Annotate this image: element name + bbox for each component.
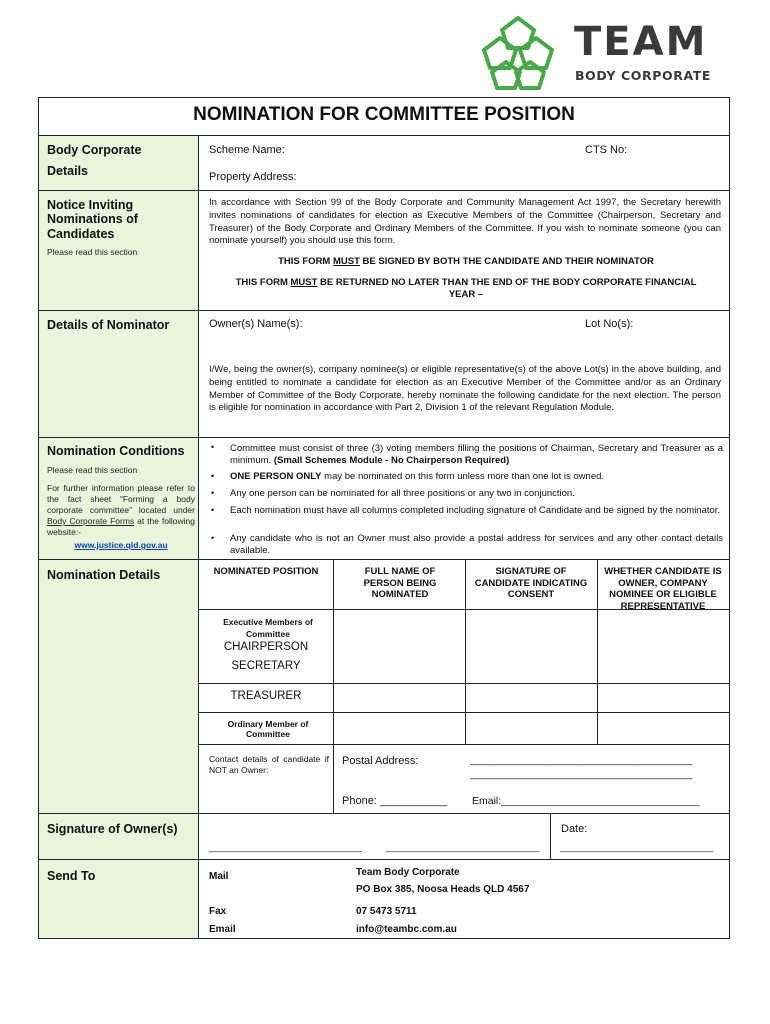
email-label: Email — [209, 924, 236, 935]
email-value[interactable]: info@teambc.com.au — [356, 924, 457, 935]
notice-read-note: Please read this section — [47, 247, 138, 257]
bullet-icon: • — [211, 505, 215, 515]
phone-field[interactable]: Phone: ___________ — [342, 795, 448, 807]
signature-heading: Signature of Owner(s) — [47, 822, 178, 836]
postal-address-line-2[interactable]: ________________________________________ — [470, 769, 693, 780]
email-field[interactable]: Email:__________________________________ — [472, 795, 700, 807]
condition-item-4: Each nomination must have all columns completed including signature of Candidate and be signed by the nominator. — [230, 505, 721, 516]
website-link[interactable]: www.justice.qld.gov.au — [74, 540, 168, 550]
divider — [39, 813, 729, 814]
position-chairperson: CHAIRPERSON — [223, 641, 309, 653]
nominator-declaration: I/We, being the owner(s), company nominee(s) or eligible representative(s) of the above Lot(s) in the above building, and being entitled to nominate a candidate for election as an Executive Member of the Committee and/or as an Ordinary Member of Committee of the Body Corporate, hereby nominate the following candidate for the next election. The person is eligible for nomination in accordance with Part 2, Division 1 of the relevant Regulation Module. — [209, 364, 721, 414]
nominator-heading: Details of Nominator — [47, 318, 170, 332]
table-line — [550, 813, 551, 859]
condition-item-1: Committee must consist of three (3) voting members filling the positions of Chairman, Secretary and Treasurer as a minimum. (Small Schemes Module - No Chairperson Required) — [230, 443, 723, 466]
returned-notice-line2: YEAR – — [448, 289, 484, 300]
nomination-heading: Nomination Details — [47, 568, 161, 582]
divider — [39, 310, 729, 311]
signed-notice: THIS FORM MUST BE SIGNED BY BOTH THE CANDIDATE AND THEIR NOMINATOR — [278, 256, 654, 267]
date-label: Date: — [561, 823, 588, 835]
table-line — [333, 744, 334, 813]
divider — [39, 859, 729, 860]
forms-link-text: Body Corporate Forms — [47, 516, 135, 526]
notice-heading-2: Nominations of — [47, 212, 138, 226]
bullet-icon: • — [211, 471, 215, 481]
mail-address: PO Box 385, Noosa Heads QLD 4567 — [356, 884, 530, 895]
contact-details-label: Contact details of candidate if NOT an Owner: — [209, 754, 329, 775]
table-line — [198, 712, 729, 713]
fax-label: Fax — [209, 906, 227, 917]
conditions-heading: Nomination Conditions — [47, 444, 185, 458]
col-owner-status: WHETHER CANDIDATE IS OWNER, COMPANY NOMINEE OR ELIGIBLE REPRESENTATIVE — [604, 566, 722, 612]
owners-name-label: Owner(s) Name(s): — [209, 318, 303, 330]
mail-label: Mail — [209, 871, 229, 882]
conditions-info: For further information please refer to the fact sheet “Forming a body corporate committee” located under Body Corporate Forms at the following website:- — [47, 483, 195, 537]
table-line — [597, 559, 598, 744]
exec-members-label: Executive Members of Committee — [223, 617, 313, 639]
divider — [39, 190, 729, 191]
divider — [39, 135, 729, 136]
position-secretary: SECRETARY — [231, 660, 301, 672]
col-nominated-position: NOMINATED POSITION — [213, 566, 319, 577]
cts-label: CTS No: — [585, 144, 628, 156]
brand-subtitle: BODY CORPORATE — [575, 68, 712, 83]
mail-name: Team Body Corporate — [356, 867, 460, 878]
date-line[interactable]: _____________________________ — [560, 842, 714, 853]
bodycorp-heading: Body Corporate — [47, 143, 142, 157]
ordinary-member-label: Ordinary Member of Committee — [227, 719, 309, 739]
divider — [39, 437, 729, 438]
postal-address-label: Postal Address: — [342, 755, 419, 767]
col-signature: SIGNATURE OF CANDIDATE INDICATING CONSENT — [474, 566, 588, 600]
conditions-read-note: Please read this section — [47, 465, 138, 475]
notice-heading-1: Notice Inviting — [47, 198, 134, 212]
fax-value: 07 5473 5711 — [356, 906, 417, 917]
bullet-icon: • — [211, 488, 215, 498]
scheme-name-label: Scheme Name: — [209, 144, 285, 156]
table-line — [333, 559, 334, 744]
postal-address-line-1[interactable]: ________________________________________ — [470, 755, 693, 766]
lots-label: Lot No(s): — [585, 318, 634, 330]
bullet-icon: • — [211, 533, 215, 543]
condition-item-3: Any one person can be nominated for all three positions or any two in conjunction. — [230, 488, 575, 499]
form-title: NOMINATION FOR COMMITTEE POSITION — [193, 104, 575, 125]
divider — [39, 559, 729, 560]
bodycorp-subheading: Details — [47, 164, 88, 178]
table-line — [465, 559, 466, 744]
signature-line-2[interactable]: _____________________________ — [386, 842, 540, 853]
condition-item-5: Any candidate who is not an Owner must also provide a postal address for services and any other contact details available. — [230, 533, 723, 556]
property-address-label: Property Address: — [209, 171, 297, 183]
returned-notice: THIS FORM MUST BE RETURNED NO LATER THAN THE END OF THE BODY CORPORATE FINANCIAL — [235, 277, 697, 288]
condition-item-2: ONE PERSON ONLY may be nominated on this form unless more than one lot is owned. — [230, 471, 605, 482]
table-line — [198, 683, 729, 684]
notice-heading-3: Candidates — [47, 227, 115, 241]
divider — [198, 135, 199, 938]
col-full-name: FULL NAME OF PERSON BEING NOMINATED — [363, 566, 437, 600]
signature-line-1[interactable]: _____________________________ — [209, 842, 363, 853]
bullet-icon: • — [211, 442, 215, 452]
brand-name: TEAM — [574, 19, 708, 65]
sendto-heading: Send To — [47, 869, 96, 883]
position-treasurer: TREASURER — [230, 690, 302, 702]
table-line — [198, 744, 729, 745]
notice-paragraph: In accordance with Section 99 of the Body Corporate and Community Management Act 1997, the Secretary herewith invites nominations of candidates for election as Executive Members of the Committee (Chairperson, Secretary and Treasurer) of the Body Corporate and Ordinary Members of the Committee. If you wish to nominate someone (you can nominate yourself) you should use this form. — [209, 197, 721, 247]
